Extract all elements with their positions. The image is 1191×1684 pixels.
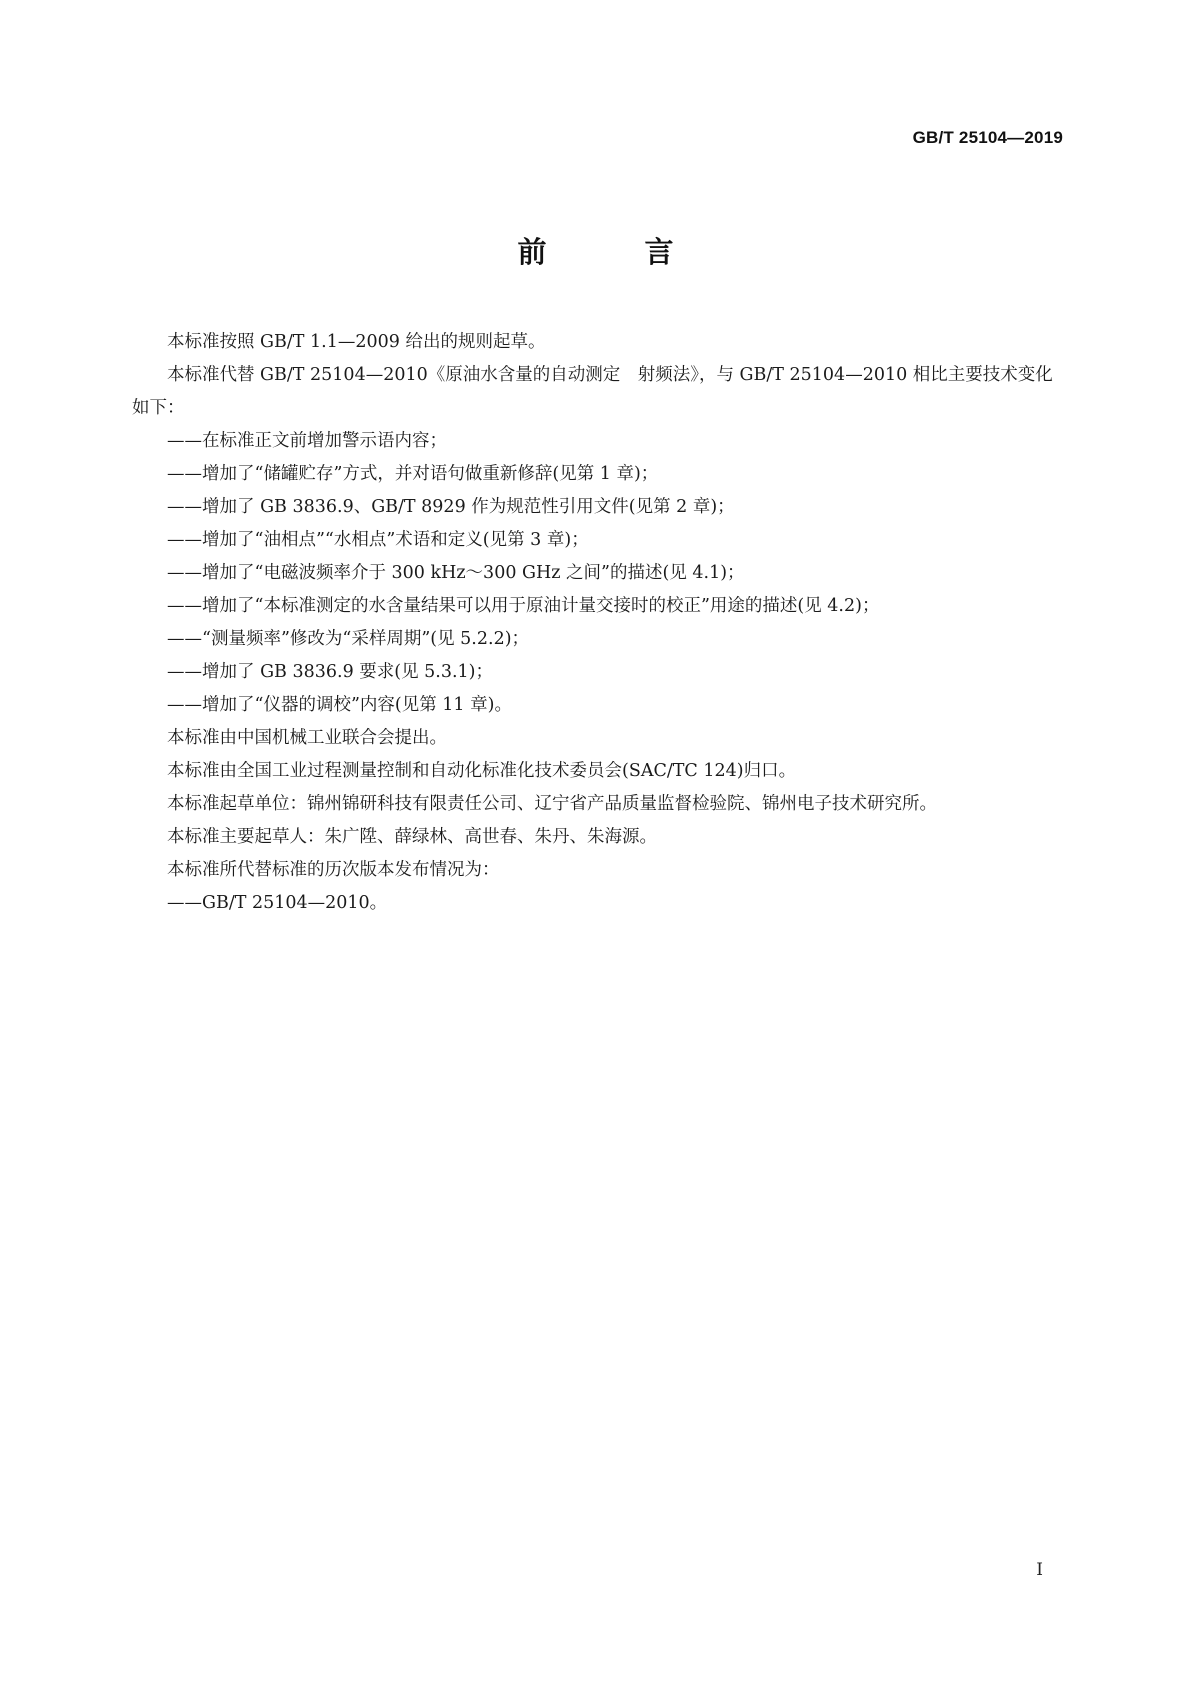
foreword-body [132,326,1062,920]
change-item: ——增加了“储罐贮存”方式，并对语句做重新修辞(见第 1 章)； [167,464,659,484]
paragraph-drafting-units: 本标准起草单位：锦州锦研科技有限责任公司、辽宁省产品质量监督检验院、锦州电子技术研究所。 [167,794,937,814]
paragraph-history-intro: 本标准所代替标准的历次版本发布情况为： [167,860,500,880]
standard-number: GB/T 25104—2019 [912,128,1063,147]
change-item: ——增加了“电磁波频率介于 300 kHz～300 GHz 之间”的描述(见 4.1)； [167,563,745,583]
history-item: ——GB/T 25104—2010。 [167,893,388,913]
paragraph-technical-committee: 本标准由全国工业过程测量控制和自动化标准化技术委员会(SAC/TC 124)归口。 [167,761,797,781]
change-item: ——“测量频率”修改为“采样周期”(见 5.2.2)； [167,629,530,649]
change-item: ——增加了“仪器的调校”内容(见第 11 章)。 [167,695,512,715]
page-title: 前 言 [517,235,718,269]
page-number: I [1036,1560,1043,1580]
change-item: ——增加了 GB 3836.9 要求(见 5.3.1)； [167,662,494,682]
change-item: ——增加了“本标准测定的水含量结果可以用于原油计量交接时的校正”用途的描述(见 4.2)； [167,596,880,616]
paragraph-drafting-rules: 本标准按照 GB/T 1.1—2009 给出的规则起草。 [167,332,546,352]
change-item: ——在标准正文前增加警示语内容； [167,431,447,451]
paragraph-drafters: 本标准主要起草人：朱广陞、薛绿林、高世春、朱丹、朱海源。 [167,827,657,847]
change-item: ——增加了 GB 3836.9、GB/T 8929 作为规范性引用文件(见第 2 章)； [167,497,735,517]
change-item: ——增加了“油相点”“水相点”术语和定义(见第 3 章)； [167,530,589,550]
paragraph-replaces: 本标准代替 GB/T 25104—2010《原油水含量的自动测定 射频法》，与 GB/T 25104—2010 相比主要技术变化如下： [132,365,1053,418]
paragraph-proposer: 本标准由中国机械工业联合会提出。 [167,728,447,748]
